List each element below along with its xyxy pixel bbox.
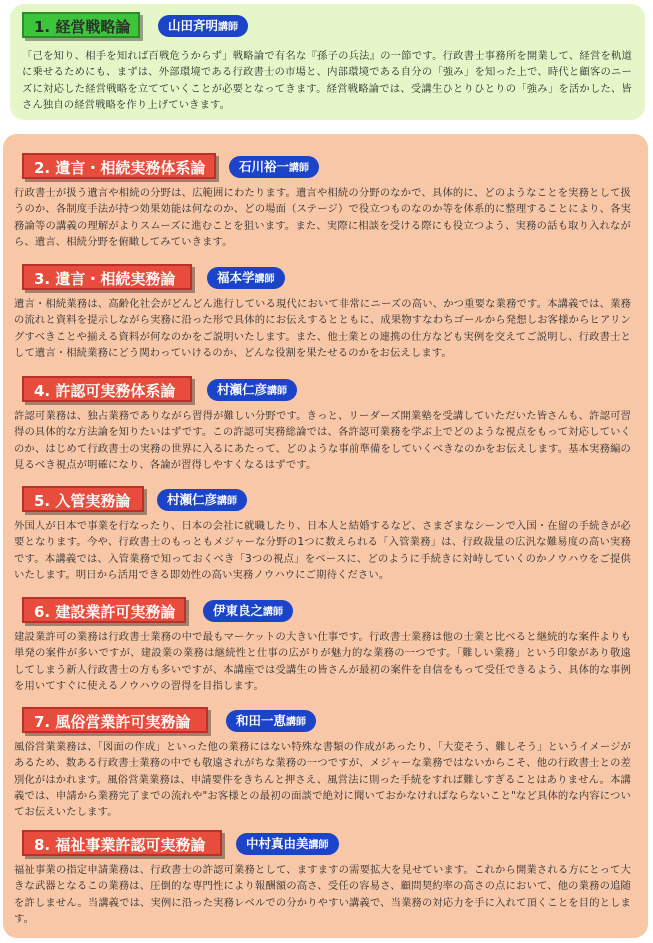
lecturer-badge (226, 710, 316, 732)
lecturer-badge (203, 600, 293, 622)
lecturer-suffix: 講師 (267, 386, 288, 397)
lecturer-suffix: 講師 (308, 840, 329, 851)
course-description: 許認可業務は、独占業務でありながら習得が難しい分野です。きっと、リーダーズ開業塾を受講していただいた皆さんも、許認可習得の具体的な方法論を知りたいはずです。この許認可実務総論では、各許認可業務を学ぶ上でどのような視点をもって対応していくのか、はじめて行政書士の実務の世界に入るにあたって、どのような事前準備をしていくべきなのかをお伝えします。基本実務編の見るべき視点が明確になり、各論が習得しやすくなるはずです。 (14, 410, 631, 471)
course-title: 1. 経営戦略論 (22, 12, 140, 38)
course-title: 6. 建設業許可実務論 (22, 597, 186, 623)
course-title: 4. 許認可実務体系論 (22, 376, 192, 402)
lecturer-name: 福本学 (217, 270, 255, 285)
lecturer-suffix: 講師 (286, 717, 307, 728)
lecturer-name: 山田斉明 (168, 18, 219, 33)
course-description: 建設業許可の業務は行政書士業務の中で最もマーケットの大きい仕事です。行政書士業務は他の士業と比べると継続的な案件よりも単発の案件が多いですが、建設業の業務は継続性と仕事の広がりが魅力的な業務の一つです。「難しい業務」という印象があり敬遠してしまう新人行政書士の方も多いですが、本講座では受講生の皆さんが最初の案件を自信をもって受任できるよう、具体的な事例を用いてすぐに使えるノウハウの習得を目指します。 (14, 631, 631, 692)
lecturer-name: 伊東良之 (213, 603, 264, 618)
lecturer-badge (207, 267, 285, 289)
lecturer-badge (158, 15, 248, 37)
course-description: 風俗営業業務は、「図面の作成」といった他の業務にはない特殊な書類の作成があったり、「大変そう、難しそう」というイメージがあるため、数ある行政書士業務の中でも敬遠されがちな業務の一つですが、メジャーな業務ではないからこそ、他の行政書士との差別化がはかれます。風俗営業業務は、申請要件をきちんと押さえ、風営法に則った手続をすれば難しすぎることはありません。本講義では、申請から業務完了までの流れや"お客様との最初の面談で絶対に聞いておかなければならないこと"など具体的な内容についてお伝えいたします。 (14, 741, 631, 819)
lecturer-name: 村瀬仁彦 (217, 382, 268, 397)
lecturer-name: 石川裕一 (239, 159, 290, 174)
lecturer-name: 中村真由美 (246, 836, 309, 851)
course-description: 「己を知り、相手を知れば百戦危うからず」戦略論で有名な『孫子の兵法』の一節です。行政書士事務所を開業して、経営を軌道に乗せるためにも、まずは、外部環境である行政書士の市場と、内部環境である自分の「強み」を知った上で、時代と顧客のニーズに対応した経営戦略を立てていくことが必要となってきます。経営戦略論では、受講生ひとりひとりの「強み」を活かした、皆さん独自の経営戦略を作り上げていきます。 (22, 50, 632, 111)
lecturer-badge (157, 489, 247, 511)
course-title: 8. 福祉事業許認可実務論 (22, 830, 222, 856)
course-description: 外国人が日本で事業を行なったり、日本の会社に就職したり、日本人と結婚するなど、さまざまなシーンで入国・在留の手続きが必要となります。今や、行政書士のもっともメジャーな分野の1つに数えられる「入管業務」は、行政裁量の広汎な難易度の高い実務です。本講義では、入管業務で知っておくべき「3つの視点」をベースに、どのように手続きに対峙していくのかノウハウをご提供いたします。明日から活用できる即効性の高い実務ノウハウにご期待ください。 (14, 520, 631, 581)
lecturer-badge (207, 379, 297, 401)
lecturer-name: 和田一恵 (236, 713, 287, 728)
lecturer-badge (236, 833, 339, 855)
course-title: 2. 遺言・相続実務体系論 (22, 153, 216, 179)
lecturer-suffix: 講師 (218, 22, 239, 33)
lecturer-suffix: 講師 (217, 496, 238, 507)
course-title: 3. 遺言・相続実務論 (22, 264, 192, 290)
lecturer-badge (229, 156, 319, 178)
course-description: 行政書士が扱う遺言や相続の分野は、広範囲にわたります。遺言や相続の分野のなかで、具体的に、どのようなことを実務として扱うのか、各制度手法が持つ効果効能は何なのか、どの場面（ステージ）で役立つものなのか等を体系的に整理することにより、各実務論等の講義の理解がよりスムーズに進むことを狙います。また、実際に相談を受ける際にも役立つよう、実務の話も取り入れながら、遺言、相続分野を俯瞰してみていきます。 (14, 187, 631, 248)
lecturer-suffix: 講師 (289, 163, 310, 174)
course-title: 7. 風俗営業許可実務論 (22, 707, 208, 733)
course-description: 福祉事業の指定申請業務は、行政書士の許認可業務として、ますますの需要拡大を見せています。これから開業される方にとって大きな武器となるこの業務は、圧倒的な専門性により報酬額の高さ、受任の容易さ、顧問契約率の高さの点において、他の業務の追随を許しません。当講義では、実例に沿った実務レベルでの分かりやすい講義で、当業務の対応力を手に入れて頂くことを目的とします。 (14, 864, 631, 925)
course-title: 5. 入管実務論 (22, 486, 144, 512)
lecturer-suffix: 講師 (263, 607, 284, 618)
lecturer-suffix: 講師 (254, 274, 275, 285)
course-description: 遺言・相続業務は、高齢化社会がどんどん進行している現代において非常にニーズの高い、かつ重要な業務です。本講義では、業務の流れと資料を提示しながら実務に沿った形で具体的にお伝えするとともに、成果物すなわちゴールから発想しお客様からヒアリングすべきことや揃える資料が何なのかをご説明いたします。また、他士業との連携の仕方なども実例を交えてご説明し、行政書士として遺言・相続業務にどう関わっていけるのか、どんな役割を果たせるのかをお伝えします。 (14, 298, 631, 359)
lecturer-name: 村瀬仁彦 (167, 492, 218, 507)
